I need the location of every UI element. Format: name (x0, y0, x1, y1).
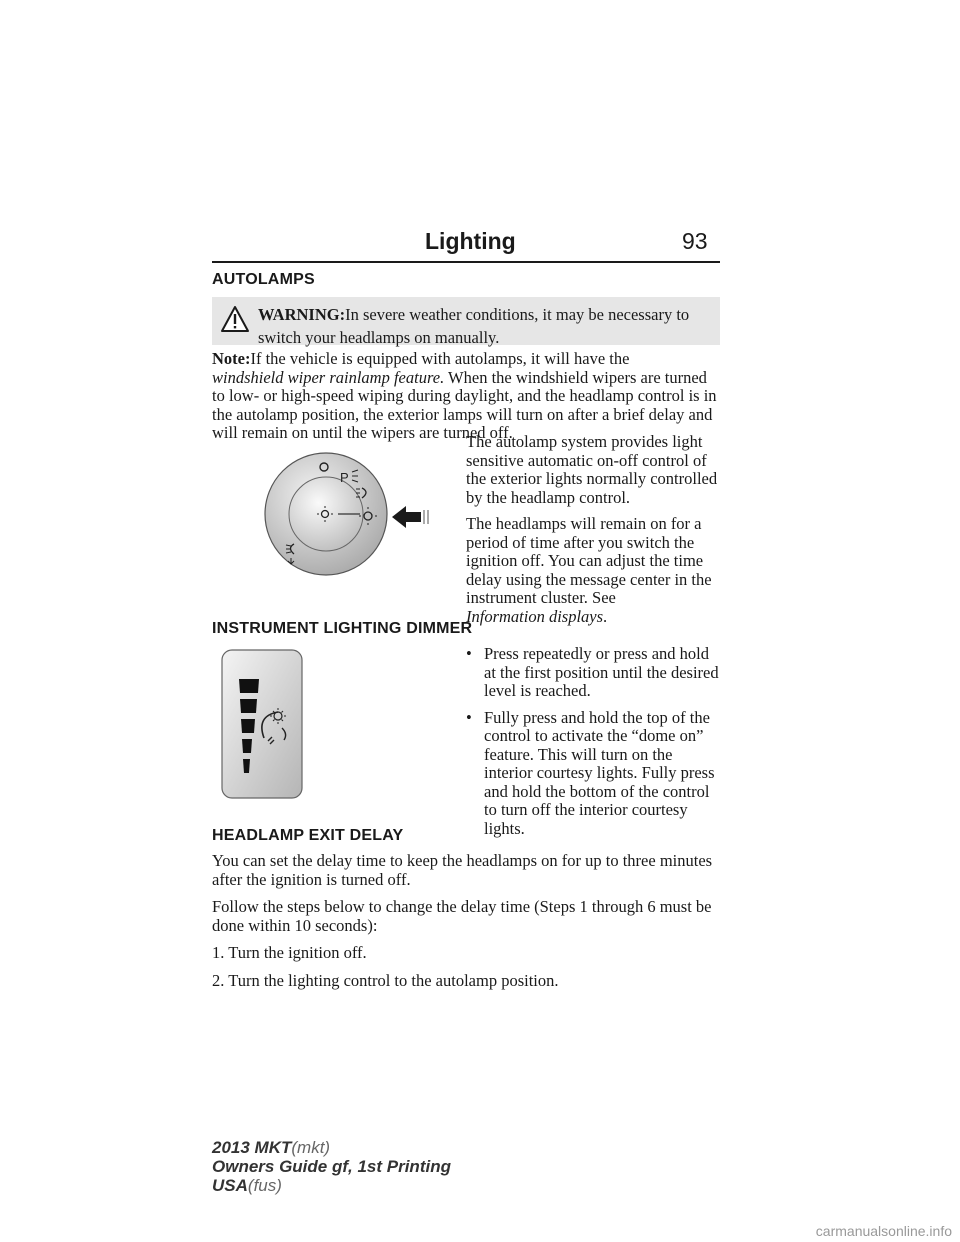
footer-region-code: (fus) (247, 1176, 282, 1195)
exit-delay-step-2: 2. Turn the lighting control to the autolamp position. (212, 970, 559, 990)
page-number: 93 (682, 228, 708, 254)
footer-model: 2013 MKT (212, 1138, 292, 1157)
exit-delay-para-1: You can set the delay time to keep the headlamps on for up to three minutes after the ignition is turned off. (212, 851, 713, 889)
svg-text:P: P (340, 470, 349, 485)
document-footer (212, 1138, 451, 1195)
page-header-title: Lighting (425, 228, 516, 254)
autolamp-description (466, 433, 722, 626)
warning-line2: switch your headlamps on manually. (258, 328, 500, 347)
autolamps-heading: AUTOLAMPS (212, 271, 315, 288)
exit-delay-step-1: 1. Turn the ignition off. (212, 943, 367, 962)
dimmer-instructions (466, 645, 722, 846)
note-text-a: If the vehicle is equipped with autolamps, it will have the (250, 349, 630, 368)
exit-delay-para-2: Follow the steps below to change the delay time (Steps 1 through 6 must be done within 10 seconds): (212, 897, 712, 935)
note-label: Note: (212, 349, 251, 368)
dimmer-bullet-1: • Press repeatedly or press and hold at the first position until the desired level is reached. (466, 645, 722, 701)
header-rule (212, 261, 720, 263)
footer-region: USA (212, 1176, 248, 1195)
watermark[interactable]: carmanualsonline.info (815, 1223, 952, 1239)
autolamp-para-1: The autolamp system provides light sensitive automatic on-off control of the exterior lights normally controlled by the headlamp control. (466, 432, 718, 507)
dimmer-heading: INSTRUMENT LIGHTING DIMMER (212, 620, 473, 637)
autolamp-para-2: The headlamps will remain on for a period of time after you switch the ignition off. You can adjust the time delay using the message center in the instrument cluster. See Information displays. (466, 514, 712, 626)
warning-line1: In severe weather conditions, it may be necessary to (345, 305, 690, 324)
dimmer-bullet-2: • Fully press and hold the top of the control to activate the “dome on” feature. This will turn on the interior courtesy lights. Fully press and hold the bottom of the control to turn off the interior courtesy lights. (466, 709, 722, 839)
note-paragraph (212, 350, 722, 443)
exit-delay-heading: HEADLAMP EXIT DELAY (212, 827, 404, 844)
note-text-b: When the windshield wipers are turned to low- or high-speed wiping during daylight, and the headlamp control is in the autolamp position, the exterior lamps will turn on after a brief delay and will remain on until the wipers are turned off. (212, 367, 717, 442)
note-link[interactable]: windshield wiper rainlamp feature. (212, 367, 445, 387)
warning-text (258, 303, 714, 349)
headlamp-control-knob-icon (258, 448, 434, 584)
exit-delay-body (212, 852, 722, 990)
footer-model-code: (mkt) (291, 1138, 331, 1157)
dimmer-bullets (466, 645, 722, 838)
footer-guide: Owners Guide gf, 1st Printing (212, 1157, 451, 1176)
warning-triangle-icon (220, 305, 250, 333)
dimmer-switch-icon (220, 648, 304, 800)
information-displays-link[interactable]: Information displays (466, 606, 604, 626)
warning-label: WARNING: (258, 305, 346, 324)
